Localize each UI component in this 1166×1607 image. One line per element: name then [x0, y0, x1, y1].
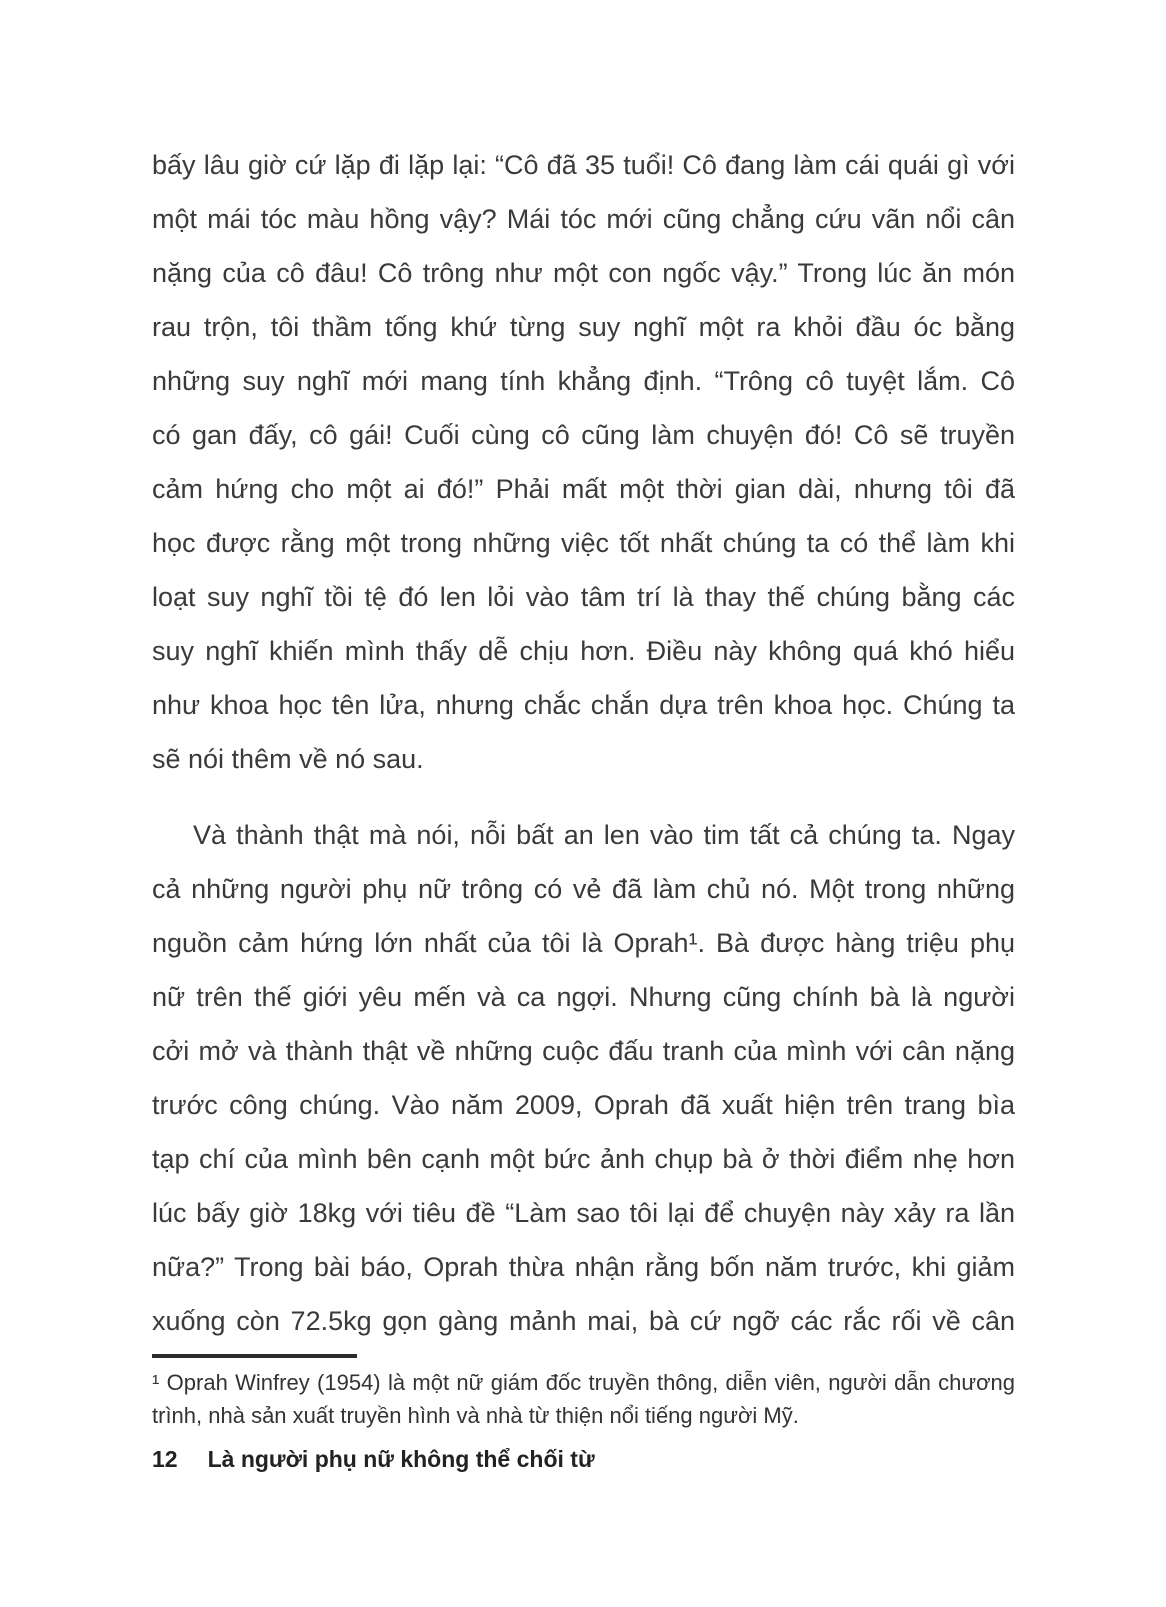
text-line: nữ trên thế giới yêu mến và ca ngợi. Nhưng cũng chính bà là người	[152, 982, 1015, 1012]
text-line: một mái tóc màu hồng vậy? Mái tóc mới cũng chẳng cứu vãn nổi cân	[152, 204, 1015, 234]
text-line: những suy nghĩ mới mang tính khẳng định. “Trông cô tuyệt lắm. Cô	[152, 366, 1015, 396]
footnote	[152, 1366, 1015, 1432]
text-line: sẽ nói thêm về nó sau.	[152, 744, 424, 774]
text-line: trước công chúng. Vào năm 2009, Oprah đã xuất hiện trên trang bìa	[152, 1090, 1015, 1120]
text-line: bấy lâu giờ cứ lặp đi lặp lại: “Cô đã 35 tuổi! Cô đang làm cái quái gì với	[152, 150, 1015, 180]
text-line: suy nghĩ khiến mình thấy dễ chịu hơn. Điều này không quá khó hiểu	[152, 636, 1015, 666]
paragraph-1	[152, 138, 1015, 786]
text-line: nữa?” Trong bài báo, Oprah thừa nhận rằng bốn năm trước, khi giảm	[152, 1252, 1015, 1282]
page-number: 12	[152, 1446, 178, 1472]
running-title: Là người phụ nữ không thể chối từ	[207, 1446, 595, 1472]
text-line: rau trộn, tôi thầm tống khứ từng suy nghĩ một ra khỏi đầu óc bằng	[152, 312, 1015, 342]
paragraph-2	[152, 808, 1015, 1348]
footnote-separator-rule	[152, 1354, 357, 1358]
text-line: như khoa học tên lửa, nhưng chắc chắn dựa trên khoa học. Chúng ta	[152, 690, 1015, 720]
text-line: xuống còn 72.5kg gọn gàng mảnh mai, bà cứ ngỡ các rắc rối về cân	[152, 1306, 1015, 1336]
text-line: nguồn cảm hứng lớn nhất của tôi là Oprah¹. Bà được hàng triệu phụ	[152, 928, 1015, 958]
text-line: cả những người phụ nữ trông có vẻ đã làm chủ nó. Một trong những	[152, 874, 1015, 904]
text-line: Và thành thật mà nói, nỗi bất an len vào tim tất cả chúng ta. Ngay	[193, 820, 1015, 850]
text-line: cởi mở và thành thật về những cuộc đấu tranh của mình với cân nặng	[152, 1036, 1015, 1066]
text-line: lúc bấy giờ 18kg với tiêu đề “Làm sao tôi lại để chuyện này xảy ra lần	[152, 1198, 1015, 1228]
text-line: học được rằng một trong những việc tốt nhất chúng ta có thể làm khi	[152, 528, 1015, 558]
text-line: có gan đấy, cô gái! Cuối cùng cô cũng làm chuyện đó! Cô sẽ truyền	[152, 420, 1015, 450]
footnote-line: ¹ Oprah Winfrey (1954) là một nữ giám đốc truyền thông, diễn viên, người dẫn chương	[152, 1370, 1015, 1395]
text-line: nặng của cô đâu! Cô trông như một con ngốc vậy.” Trong lúc ăn món	[152, 258, 1015, 288]
text-line: tạp chí của mình bên cạnh một bức ảnh chụp bà ở thời điểm nhẹ hơn	[152, 1144, 1015, 1174]
page-footer	[152, 1446, 595, 1473]
text-line: loạt suy nghĩ tồi tệ đó len lỏi vào tâm trí là thay thế chúng bằng các	[152, 582, 1015, 612]
text-line: cảm hứng cho một ai đó!” Phải mất một thời gian dài, nhưng tôi đã	[152, 474, 1015, 504]
footnote-line: trình, nhà sản xuất truyền hình và nhà từ thiện nổi tiếng người Mỹ.	[152, 1403, 799, 1428]
